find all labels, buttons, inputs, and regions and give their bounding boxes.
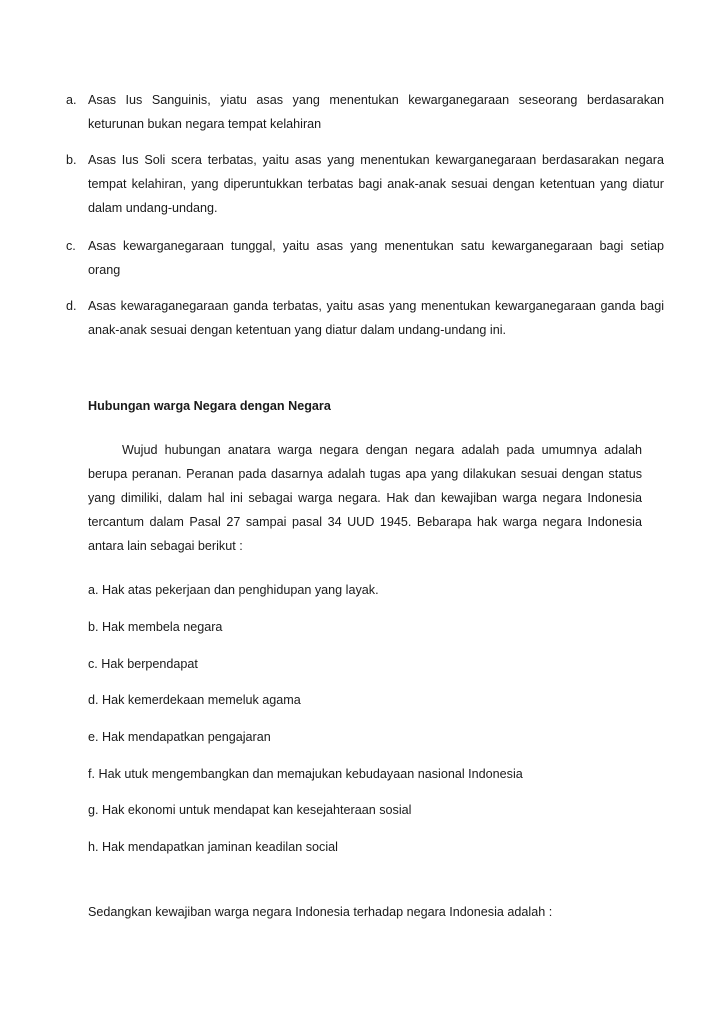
body-paragraph: Wujud hubungan anatara warga negara dengan negara adalah pada umumnya adalah berupa peranan. Peranan pada dasarnya adalah tugas apa yang dilakukan sesuai dengan status yang dimiliki, dalam hal ini sebagai warga negara. Hak dan kewajiban warga negara Indonesia tercantum dalam Pasal 27 sampai pasal 34 UUD 1945. Bebarapa hak warga negara Indonesia antara lain sebagai berikut :	[88, 443, 642, 553]
list-marker: d.	[66, 299, 77, 313]
list-marker: b.	[66, 153, 77, 167]
list-item-a	[66, 88, 664, 136]
list-marker: a.	[66, 93, 77, 107]
list-item-d	[66, 294, 664, 342]
section-heading: Hubungan warga Negara dengan Negara	[88, 399, 331, 413]
hak-item-b: b. Hak membela negara	[88, 620, 223, 634]
list-item-c	[66, 234, 664, 282]
list-item-text: Asas kewarganegaraan tunggal, yaitu asas yang menentukan satu kewarganegaraan bagi setiap orang	[88, 239, 664, 277]
hak-item-a: a. Hak atas pekerjaan dan penghidupan yang layak.	[88, 583, 379, 597]
hak-item-g: g. Hak ekonomi untuk mendapat kan kesejahteraan sosial	[88, 803, 412, 817]
list-marker: c.	[66, 239, 76, 253]
list-item-text: Asas Ius Sanguinis, yiatu asas yang menentukan kewarganegaraan seseorang berdasarakan keturunan bukan negara tempat kelahiran	[88, 93, 664, 131]
list-item-text: Asas Ius Soli scera terbatas, yaitu asas yang menentukan kewarganegaraan berdasarakan negara tempat kelahiran, yang diperuntukkan terbatas bagi anak-anak sesuai dengan ketentuan yang diatur dalam undang-undang.	[88, 153, 664, 215]
closing-line: Sedangkan kewajiban warga negara Indonesia terhadap negara Indonesia adalah :	[88, 905, 553, 919]
hak-item-h: h. Hak mendapatkan jaminan keadilan social	[88, 840, 338, 854]
hak-item-d: d. Hak kemerdekaan memeluk agama	[88, 693, 301, 707]
hak-item-f: f. Hak utuk mengembangkan dan memajukan kebudayaan nasional Indonesia	[88, 767, 523, 781]
list-item-text: Asas kewaraganegaraan ganda terbatas, yaitu asas yang menentukan kewarganegaraan ganda bagi anak-anak sesuai dengan ketentuan yang diatur dalam undang-undang ini.	[88, 299, 664, 337]
list-item-b	[66, 148, 664, 220]
hak-item-c: c. Hak berpendapat	[88, 657, 198, 671]
hak-item-e: e. Hak mendapatkan pengajaran	[88, 730, 271, 744]
